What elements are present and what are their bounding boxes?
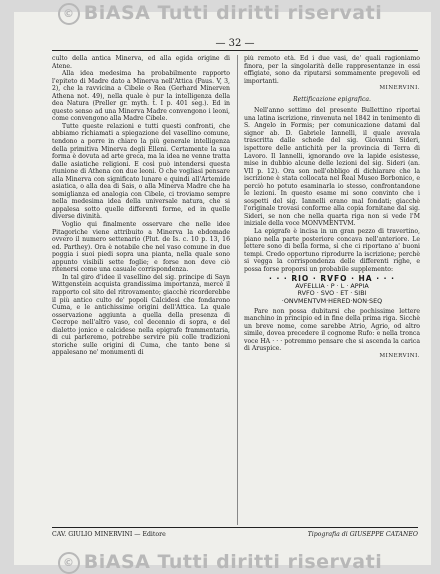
copyright-icon: © xyxy=(58,552,80,574)
left-paragraph-5: In tal giro d'idee il vasellino del sig. principe di Sayn Wittgenstein acquista grandissima importanza, mercè il rapporto col sito del ritrovamento; giacchè ricorderebbe il più antico culto de' popoli Calcidesi che fondarono Cuma, e le antichissime origini dell'Attica. La quale osservazione aggiunta a quella della presenza di Cecrope nell'altro vaso, col decennio di sopra, e del dialetto jonico e calcidese nella epigrafe frammentaria, di cui parleremo, potrebbe servire più colle tradizioni storiche sulle origini di Cuma, che tanto bene si appalesano ne' monumenti di xyxy=(52,273,230,357)
right-paragraph-3: Pare non possa dubitarsi che pochissime lettere manchino in principio ed in fine della prima riga. Sicchè un breve nome, come sarebbe Atrio, Agrio, od altro simile, dovea precedere il cognome Rufo: e nella tronca voce HA · · · potremmo pensare che si ascenda la carica di Aruspice. xyxy=(244,307,420,353)
closing-signature: MINERVINI. xyxy=(379,352,420,359)
left-paragraph-3: Tutte queste relazioni e tutti questi confronti, che abbiamo richiamati a spiegazione del vasellino comune, tendono a porre in chiaro la più generale intelligenza della primitiva Minerva degli Elleni. Certamente la sua forma è dovuta ad arte greca, ma la idea ne venne tratta dalle asiatiche religioni. E così può intendersi questa riunione di Athena con due leoni. O che vogliasi pensare alla Minerva con significato lunare e quindi all'Artemide asiatica, o alla dea di Sais, o alla Minerva Madre che ha somiglianza ed analogia con Cibele, ci troviamo sempre nella medesima idea della universale natura, che si appalesa sotto quelle differenti forme, ed in quelle diverse divinità. xyxy=(52,122,230,221)
left-column xyxy=(52,55,230,525)
inscription-line-2: AVFELLIA · P · L · APPIA xyxy=(295,281,369,290)
inscription-line-1: · · · RIO · RVFO · HA · · · xyxy=(268,274,395,284)
right-column xyxy=(244,55,420,525)
watermark-top: © BiASA Tutti diritti riservati xyxy=(0,2,440,25)
inscription xyxy=(244,275,420,305)
footer-editor: CAV. GIULIO MINERVINI — Editore xyxy=(52,531,166,538)
column-divider xyxy=(237,55,238,525)
page-footer xyxy=(52,527,418,543)
inscription-line-4: ·ONVMENTVM·HERED·NON·SEQ xyxy=(281,296,383,305)
page-number: — 32 — xyxy=(215,38,255,49)
left-paragraph-4: Voglio qui finalmente osservare che nelle idee Pitagoriche viene attribuito a Minerva la ebdomade ovvero il numero settenario (Plut. de Is. c. 10 p. 13, 16 ed. Parthey). Ora è notabile che nel vaso comune in due poggia i suoi piedi sopra una pianta, nella quale sono appunto visibili sette foglie; e forse non deve ciò ritenersi come una casuale corrispondenza. xyxy=(52,221,230,274)
right-paragraph-1: Nell'anno settimo del presente Bullettino riportai una latina iscrizione, rinvenuta nel 1842 in tenimento di S. Angelo in Formis; per comunicazione datami dal signor ab. D. Gabriele Iannelli, il quale avevala trascritta dalle schede del sig. Giovanni Sideri, ispettore delle antichità per la provincia di Terra di Lavoro. Il Iannelli, ignorando ove la lapide esistesse, mise in dubbio alcune delle lezioni del sig. Sideri (an. VII p. 12). Ora son nell'obbligo di dichiarare che la iscrizione è stata collocata nel Real Museo Borbonico, e perciò ho potuto esaminarla io stesso, confrontandone le lezioni. In questo esame mi sono convinto che i sospetti del sig. Iannelli erano mal fondati; giacchè l'originale trovasi conforme alla copia fornitane dal sig. Sideri, se non che nella quarta riga non si vede l'M iniziale della voce MONVMENTVM. xyxy=(244,107,420,228)
right-intro: più remoto età. Ed i due vasi, de' quali ragioniamo finora, per la singolarità delle rappresentanze in essi effigiate, sono da riputarsi sommamente pregevoli ed importanti. xyxy=(244,55,420,85)
inscription-line-3: RVFO · SVO · ET · SIBI xyxy=(297,289,367,298)
right-paragraph-2: La epigrafe è incisa in un gran pezzo di travertino, piano nella parte posteriore concava nell'anteriore. Le lettere sono di bella forma, sì che ci riportano a' buoni tempi. Credo opportuno riprodurre la iscrizione; perchè si vegga la corrispondenza delle differenti righe, e possa forse proporsi un probabile supplemento: xyxy=(244,228,420,273)
left-paragraph-2: Alla idea medesima ha probabilmente rapporto l'epiteto di Madre dato a Minerva nell'Attica (Paus. V, 3, 2), che la ravvicina a Cibele o Rea (Gerhard Minerven Athena not. 49), nella quale è pur la intelligenza della dea Natura (Preller gr. myth. t. I p. 401 seg.). Ed in questo senso ad una Minerva Madre convengono i leoni, come convengono alla Madre Cibele. xyxy=(52,70,230,123)
section-title: Rettificazione epigrafica. xyxy=(293,95,371,103)
watermark-bottom: © BiASA Tutti diritti riservati xyxy=(0,551,440,574)
footer-printer: Tipografia di GIUSEPPE CATANEO xyxy=(307,531,418,538)
copyright-icon: © xyxy=(58,3,80,25)
page-header xyxy=(52,38,418,51)
intro-signature: MINERVINI. xyxy=(379,85,420,92)
left-paragraph-1: culto della antica Minerva, ed alla egida origine di Atene. xyxy=(52,55,230,70)
